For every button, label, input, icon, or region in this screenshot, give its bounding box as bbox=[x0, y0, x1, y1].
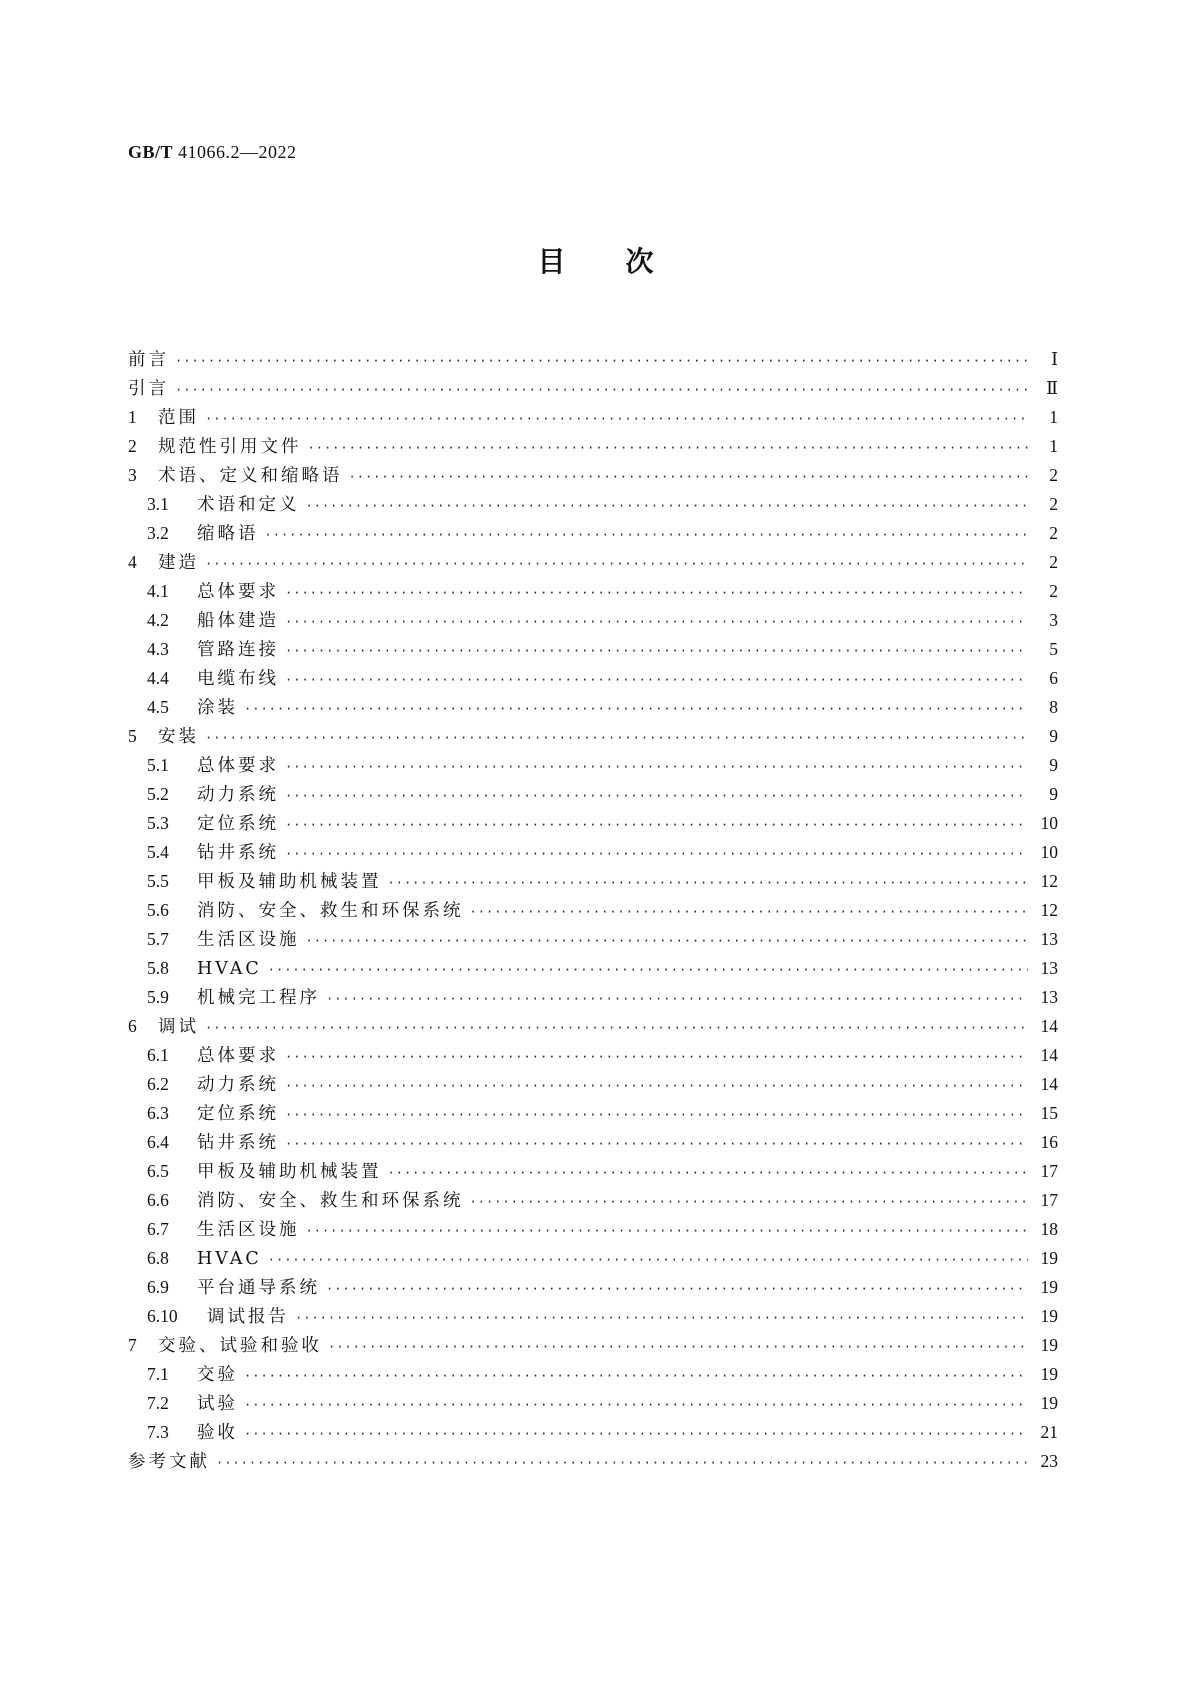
toc-entry-number: 6.9 bbox=[147, 1277, 169, 1297]
toc-entry-number: 5.1 bbox=[147, 755, 169, 775]
toc-leader-dots bbox=[285, 579, 1028, 608]
toc-entry-page-number: 1 bbox=[1049, 407, 1058, 427]
toc-leader-dots bbox=[285, 840, 1028, 869]
toc-entry-number: 5.3 bbox=[147, 813, 169, 833]
toc-entry[interactable] bbox=[128, 577, 1058, 606]
toc-entry-label: 甲板及辅助机械装置 bbox=[197, 872, 382, 892]
page-title-char-2: 次 bbox=[625, 245, 654, 278]
toc-entry-label: 动力系统 bbox=[197, 1075, 279, 1095]
toc-entry-number: 7.1 bbox=[147, 1364, 169, 1384]
toc-entry-number: 5.4 bbox=[147, 842, 169, 862]
toc-entry-label: 管路连接 bbox=[197, 640, 279, 660]
toc-leader-dots bbox=[306, 1217, 1029, 1246]
toc-entry-page-number: 18 bbox=[1040, 1219, 1058, 1239]
page-title bbox=[0, 244, 1191, 280]
toc-entry[interactable] bbox=[128, 548, 1058, 577]
toc-entry-label: 生活区设施 bbox=[197, 1220, 300, 1240]
toc-entry-page-number: 2 bbox=[1049, 581, 1058, 601]
toc-entry-number: 4.4 bbox=[147, 668, 169, 688]
toc-entry[interactable] bbox=[128, 867, 1058, 896]
toc-entry[interactable] bbox=[128, 1099, 1058, 1128]
toc-entry-page-number: 3 bbox=[1049, 610, 1058, 630]
toc-entry-number: 6.5 bbox=[147, 1161, 169, 1181]
toc-leader-dots bbox=[285, 782, 1028, 811]
toc-leader-dots bbox=[285, 637, 1028, 666]
toc-leader-dots bbox=[285, 1043, 1028, 1072]
toc-leader-dots bbox=[285, 666, 1028, 695]
toc-entry[interactable] bbox=[128, 1012, 1058, 1041]
toc-entry-label: 电缆布线 bbox=[197, 669, 279, 689]
toc-entry[interactable] bbox=[128, 1244, 1058, 1273]
toc-leader-dots bbox=[306, 492, 1029, 521]
page-title-char-1: 目 bbox=[537, 245, 566, 278]
toc-entry-number: 6.8 bbox=[147, 1248, 169, 1268]
toc-leader-dots bbox=[388, 1159, 1029, 1188]
toc-entry-label: 建造 bbox=[158, 553, 199, 573]
toc-entry[interactable] bbox=[128, 1418, 1058, 1447]
toc-entry-page-number: 14 bbox=[1040, 1016, 1058, 1036]
toc-entry[interactable] bbox=[128, 519, 1058, 548]
toc-entry[interactable] bbox=[128, 1041, 1058, 1070]
toc-entry[interactable] bbox=[128, 1070, 1058, 1099]
toc-leader-dots bbox=[175, 376, 1028, 405]
toc-entry-label: 引言 bbox=[128, 379, 169, 399]
toc-entry-number: 4.2 bbox=[147, 610, 169, 630]
toc-entry[interactable] bbox=[128, 1447, 1058, 1476]
toc-entry-label: 验收 bbox=[197, 1423, 238, 1443]
toc-leader-dots bbox=[244, 1420, 1028, 1449]
toc-entry-number: 5.8 bbox=[147, 958, 169, 978]
toc-entry-label: 参考文献 bbox=[128, 1452, 210, 1472]
toc-entry[interactable] bbox=[128, 635, 1058, 664]
toc-entry[interactable] bbox=[128, 432, 1058, 461]
toc-entry-page-number: 10 bbox=[1040, 813, 1058, 833]
standard-code-number: 41066.2—2022 bbox=[178, 142, 297, 162]
toc-entry-label: 消防、安全、救生和环保系统 bbox=[197, 901, 464, 921]
toc-entry-page-number: 13 bbox=[1040, 987, 1058, 1007]
toc-leader-dots bbox=[326, 1275, 1028, 1304]
toc-leader-dots bbox=[285, 1130, 1028, 1159]
toc-entry-label: 钻井系统 bbox=[197, 843, 279, 863]
toc-entry-label: 定位系统 bbox=[197, 814, 279, 834]
toc-entry[interactable] bbox=[128, 1331, 1058, 1360]
toc-entry[interactable] bbox=[128, 1389, 1058, 1418]
table-of-contents bbox=[128, 345, 1058, 1476]
toc-entry-number: 6.2 bbox=[147, 1074, 169, 1094]
toc-entry-label: 交验、试验和验收 bbox=[158, 1336, 322, 1356]
toc-entry-label: 调试 bbox=[158, 1017, 199, 1037]
toc-entry-number: 3 bbox=[128, 465, 137, 485]
toc-entry-number: 7 bbox=[128, 1335, 137, 1355]
toc-entry-number: 4 bbox=[128, 552, 137, 572]
toc-entry-page-number: 17 bbox=[1040, 1161, 1058, 1181]
toc-entry-page-number: 19 bbox=[1040, 1393, 1058, 1413]
toc-entry-label: 规范性引用文件 bbox=[158, 437, 302, 457]
standard-code bbox=[128, 142, 297, 163]
toc-entry-label: HVAC bbox=[197, 1249, 262, 1269]
toc-entry-page-number: 6 bbox=[1049, 668, 1058, 688]
toc-entry-number: 5.7 bbox=[147, 929, 169, 949]
toc-leader-dots bbox=[244, 695, 1028, 724]
toc-leader-dots bbox=[295, 1304, 1028, 1333]
toc-entry-label: 前言 bbox=[128, 350, 169, 370]
toc-entry-label: 涂装 bbox=[197, 698, 238, 718]
toc-leader-dots bbox=[205, 1014, 1028, 1043]
toc-entry-label: 消防、安全、救生和环保系统 bbox=[197, 1191, 464, 1211]
toc-entry-label: 调试报告 bbox=[207, 1307, 289, 1327]
toc-entry[interactable] bbox=[128, 1302, 1058, 1331]
toc-entry[interactable] bbox=[128, 1157, 1058, 1186]
toc-entry[interactable] bbox=[128, 838, 1058, 867]
toc-entry-label: 生活区设施 bbox=[197, 930, 300, 950]
toc-entry-label: 术语和定义 bbox=[197, 495, 300, 515]
toc-entry-number: 6.3 bbox=[147, 1103, 169, 1123]
toc-entry[interactable] bbox=[128, 925, 1058, 954]
toc-entry-page-number: 2 bbox=[1049, 465, 1058, 485]
toc-leader-dots bbox=[328, 1333, 1028, 1362]
toc-entry-page-number: 16 bbox=[1040, 1132, 1058, 1152]
toc-entry-page-number: 8 bbox=[1049, 697, 1058, 717]
toc-entry[interactable] bbox=[128, 780, 1058, 809]
toc-entry[interactable] bbox=[128, 954, 1058, 983]
toc-entry-label: 试验 bbox=[197, 1394, 238, 1414]
toc-entry-number: 6.6 bbox=[147, 1190, 169, 1210]
toc-entry-page-number: 10 bbox=[1040, 842, 1058, 862]
toc-entry-number: 5.9 bbox=[147, 987, 169, 1007]
toc-entry-number: 5.2 bbox=[147, 784, 169, 804]
toc-leader-dots bbox=[175, 347, 1028, 376]
toc-entry-number: 1 bbox=[128, 407, 137, 427]
toc-leader-dots bbox=[244, 1362, 1028, 1391]
toc-entry[interactable] bbox=[128, 490, 1058, 519]
toc-entry[interactable] bbox=[128, 1128, 1058, 1157]
toc-entry-label: 机械完工程序 bbox=[197, 988, 320, 1008]
toc-entry[interactable] bbox=[128, 403, 1058, 432]
toc-leader-dots bbox=[285, 1072, 1028, 1101]
toc-entry[interactable] bbox=[128, 722, 1058, 751]
toc-entry-label: 范围 bbox=[158, 408, 199, 428]
toc-entry-label: 船体建造 bbox=[197, 611, 279, 631]
toc-entry-page-number: 15 bbox=[1040, 1103, 1058, 1123]
toc-entry[interactable] bbox=[128, 374, 1058, 403]
toc-entry-label: HVAC bbox=[197, 959, 262, 979]
toc-entry-page-number: 2 bbox=[1049, 523, 1058, 543]
toc-entry-page-number: 13 bbox=[1040, 958, 1058, 978]
toc-leader-dots bbox=[308, 434, 1029, 463]
toc-entry-page-number: 19 bbox=[1040, 1335, 1058, 1355]
toc-entry[interactable] bbox=[128, 693, 1058, 722]
toc-entry-number: 5.6 bbox=[147, 900, 169, 920]
toc-entry-page-number: 23 bbox=[1040, 1451, 1058, 1471]
toc-entry-label: 钻井系统 bbox=[197, 1133, 279, 1153]
toc-entry-page-number: 17 bbox=[1040, 1190, 1058, 1210]
toc-leader-dots bbox=[216, 1449, 1028, 1478]
toc-entry[interactable] bbox=[128, 664, 1058, 693]
toc-entry-label: 总体要求 bbox=[197, 756, 279, 776]
toc-entry-number: 3.1 bbox=[147, 494, 169, 514]
toc-leader-dots bbox=[470, 1188, 1029, 1217]
toc-leader-dots bbox=[470, 898, 1029, 927]
toc-entry-number: 4.5 bbox=[147, 697, 169, 717]
toc-entry-page-number: 19 bbox=[1040, 1248, 1058, 1268]
toc-leader-dots bbox=[285, 608, 1028, 637]
toc-entry[interactable] bbox=[128, 1215, 1058, 1244]
toc-leader-dots bbox=[285, 811, 1028, 840]
toc-entry-label: 定位系统 bbox=[197, 1104, 279, 1124]
toc-leader-dots bbox=[349, 463, 1029, 492]
toc-leader-dots bbox=[205, 550, 1028, 579]
toc-entry-page-number: 5 bbox=[1049, 639, 1058, 659]
toc-entry[interactable] bbox=[128, 461, 1058, 490]
toc-leader-dots bbox=[268, 1246, 1028, 1275]
toc-entry-label: 安装 bbox=[158, 727, 199, 747]
toc-entry[interactable] bbox=[128, 606, 1058, 635]
toc-entry[interactable] bbox=[128, 1273, 1058, 1302]
toc-entry-number: 7.2 bbox=[147, 1393, 169, 1413]
toc-leader-dots bbox=[285, 753, 1028, 782]
toc-entry-label: 总体要求 bbox=[197, 582, 279, 602]
toc-leader-dots bbox=[265, 521, 1029, 550]
toc-entry-page-number: 9 bbox=[1049, 755, 1058, 775]
toc-entry-number: 2 bbox=[128, 436, 137, 456]
toc-entry-label: 总体要求 bbox=[197, 1046, 279, 1066]
toc-entry-page-number: 2 bbox=[1049, 552, 1058, 572]
toc-entry-number: 7.3 bbox=[147, 1422, 169, 1442]
toc-entry-page-number: Ⅱ bbox=[1046, 378, 1058, 398]
toc-leader-dots bbox=[244, 1391, 1028, 1420]
toc-entry[interactable] bbox=[128, 809, 1058, 838]
toc-entry[interactable] bbox=[128, 751, 1058, 780]
toc-entry-label: 缩略语 bbox=[197, 524, 259, 544]
toc-entry-number: 6.10 bbox=[147, 1306, 178, 1326]
toc-entry-page-number: 9 bbox=[1049, 726, 1058, 746]
toc-entry-number: 6.7 bbox=[147, 1219, 169, 1239]
toc-leader-dots bbox=[326, 985, 1028, 1014]
toc-entry-label: 动力系统 bbox=[197, 785, 279, 805]
toc-entry-page-number: 9 bbox=[1049, 784, 1058, 804]
toc-entry[interactable] bbox=[128, 896, 1058, 925]
toc-entry-page-number: 21 bbox=[1040, 1422, 1058, 1442]
toc-entry-label: 甲板及辅助机械装置 bbox=[197, 1162, 382, 1182]
toc-leader-dots bbox=[388, 869, 1029, 898]
toc-entry-label: 交验 bbox=[197, 1365, 238, 1385]
toc-entry-page-number: 14 bbox=[1040, 1045, 1058, 1065]
toc-leader-dots bbox=[285, 1101, 1028, 1130]
toc-entry-number: 4.3 bbox=[147, 639, 169, 659]
toc-leader-dots bbox=[205, 724, 1028, 753]
toc-entry-page-number: 2 bbox=[1049, 494, 1058, 514]
toc-leader-dots bbox=[205, 405, 1028, 434]
toc-entry-page-number: 14 bbox=[1040, 1074, 1058, 1094]
toc-entry[interactable] bbox=[128, 983, 1058, 1012]
toc-entry-number: 5.5 bbox=[147, 871, 169, 891]
toc-entry-page-number: 13 bbox=[1040, 929, 1058, 949]
toc-entry[interactable] bbox=[128, 1186, 1058, 1215]
toc-entry[interactable] bbox=[128, 1360, 1058, 1389]
toc-entry-label: 平台通导系统 bbox=[197, 1278, 320, 1298]
toc-entry-page-number: 19 bbox=[1040, 1364, 1058, 1384]
toc-entry-page-number: Ⅰ bbox=[1051, 349, 1058, 369]
toc-entry-number: 3.2 bbox=[147, 523, 169, 543]
standard-code-prefix: GB/T bbox=[128, 142, 174, 162]
toc-leader-dots bbox=[268, 956, 1028, 985]
toc-entry-number: 6.1 bbox=[147, 1045, 169, 1065]
toc-entry-label: 术语、定义和缩略语 bbox=[158, 466, 343, 486]
toc-entry[interactable] bbox=[128, 345, 1058, 374]
toc-entry-page-number: 19 bbox=[1040, 1277, 1058, 1297]
toc-entry-page-number: 12 bbox=[1040, 871, 1058, 891]
toc-entry-number: 6.4 bbox=[147, 1132, 169, 1152]
toc-entry-page-number: 1 bbox=[1049, 436, 1058, 456]
toc-entry-page-number: 12 bbox=[1040, 900, 1058, 920]
toc-entry-number: 5 bbox=[128, 726, 137, 746]
toc-leader-dots bbox=[306, 927, 1029, 956]
toc-entry-page-number: 19 bbox=[1040, 1306, 1058, 1326]
toc-entry-number: 4.1 bbox=[147, 581, 169, 601]
toc-entry-number: 6 bbox=[128, 1016, 137, 1036]
